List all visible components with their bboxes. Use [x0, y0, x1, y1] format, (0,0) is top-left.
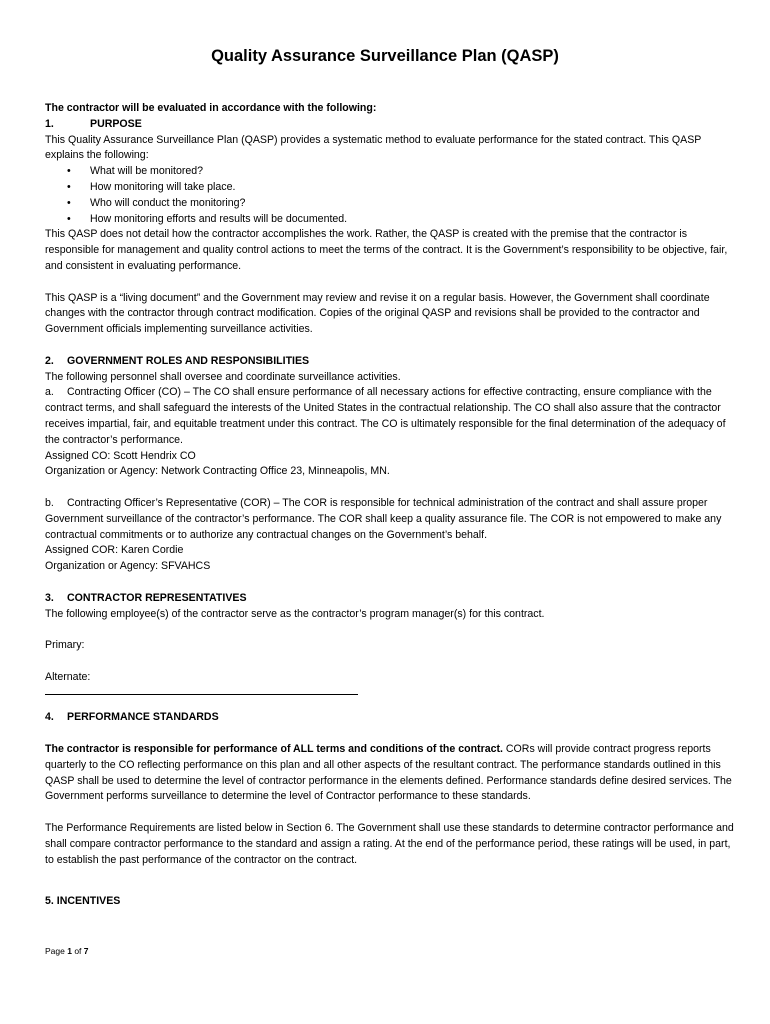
section-5-heading: 5. INCENTIVES	[45, 895, 121, 908]
primary-label: Primary:	[45, 639, 85, 652]
section-number: 2.	[45, 354, 54, 367]
bullet-item: • How monitoring efforts and results will be documented.	[45, 212, 735, 228]
section-number: 3.	[45, 591, 54, 604]
co-organization: Organization or Agency: Network Contracting Office 23, Minneapolis, MN.	[45, 465, 390, 478]
bullet-icon: •	[67, 165, 71, 178]
document-body	[45, 101, 735, 910]
intro-line: The contractor will be evaluated in accordance with the following:	[45, 102, 377, 114]
purpose-paragraph: This QASP does not detail how the contractor accomplishes the work. Rather, the QASP is created with the premise that the contractor is responsible for management and quality control actions to meet the terms of the contract. It is the Government’s responsibility to be objective, fair, and consistent in evaluating performance.	[45, 228, 728, 272]
page-footer: Page 1 of 7	[45, 946, 89, 956]
section-number: 4.	[45, 711, 54, 724]
bullet-item: • What will be monitored?	[45, 164, 735, 180]
section-3-heading	[45, 591, 735, 607]
section-2-heading	[45, 354, 735, 370]
section-number: 1.	[45, 117, 54, 130]
alternate-label: Alternate:	[45, 670, 91, 683]
bullet-icon: •	[67, 180, 71, 193]
purpose-paragraph: This Quality Assurance Surveillance Plan (QASP) provides a systematic method to evaluate performance for the stated contract. This QASP explains the following:	[45, 133, 702, 162]
page-number: 1	[67, 946, 72, 956]
section-1-heading	[45, 117, 735, 133]
purpose-paragraph: This QASP is a “living document” and the Government may review and revise it on a regular basis. However, the Government shall coordinate changes with the contractor through contract modification. Copies of the original QASP and revisions shall be provided to the contractor and Government officials implementing surveillance activities.	[45, 291, 710, 336]
section-title: CONTRACTOR REPRESENTATIVES	[67, 591, 247, 604]
co-paragraph: a. Contracting Officer (CO) – The CO shall ensure performance of all necessary actions for effective contracting, ensure compliance with the contract terms, and shall safeguard the interests of the United States in the contractual relationship. The CO shall also assure that the contractor receives impartial, fair, and equitable treatment under this contract. The CO is ultimately responsible for the final determination of the adequacy of the contractor’s performance.	[45, 386, 726, 446]
roles-intro: The following personnel shall oversee and coordinate surveillance activities.	[45, 370, 401, 383]
performance-paragraph: The contractor is responsible for performance of ALL terms and conditions of the contract. CORs will provide contract progress reports quarterly to the CO reflecting performance on this plan and all other aspects of the resultant contract. The performance standards outlined in this QASP shall be used to determine the level of contractor performance in the elements defined. Performance standards define desired services. The Government performs surveillance to determine the level of Contractor performance to these standards.	[45, 743, 732, 803]
section-title: GOVERNMENT ROLES AND RESPONSIBILITIES	[67, 354, 310, 367]
bullet-item: • Who will conduct the monitoring?	[45, 196, 735, 212]
section-title: PERFORMANCE STANDARDS	[67, 711, 219, 724]
section-title: PURPOSE	[90, 117, 142, 130]
bullet-item: • How monitoring will take place.	[45, 180, 735, 196]
section-4-heading	[45, 710, 735, 726]
bullet-icon: •	[67, 212, 71, 225]
signature-line	[45, 685, 358, 695]
cor-paragraph: b. Contracting Officer’s Representative (COR) – The COR is responsible for technical administration of the contract and shall assure proper Government surveillance of the contractor’s performance. The COR shall keep a quality assurance file. The COR is not empowered to make any contractual commitments or to authorize any contractual changes on the Government’s behalf.	[45, 496, 722, 541]
document-title: Quality Assurance Surveillance Plan (QASP)	[211, 47, 559, 65]
performance-paragraph: The Performance Requirements are listed below in Section 6. The Government shall use these standards to determine contractor performance and shall compare contractor performance to the standard and assign a rating. At the end of the performance period, these ratings will be used, in part, to establish the past performance of the contractor on the contract.	[45, 822, 734, 866]
contractor-reps-paragraph: The following employee(s) of the contractor serve as the contractor’s program manager(s) for this contract.	[45, 607, 545, 620]
cor-organization: Organization or Agency: SFVAHCS	[45, 560, 211, 573]
assigned-co: Assigned CO: Scott Hendrix CO	[45, 449, 196, 462]
assigned-cor: Assigned COR: Karen Cordie	[45, 544, 184, 557]
bullet-icon: •	[67, 196, 71, 209]
page-total: 7	[83, 946, 89, 956]
